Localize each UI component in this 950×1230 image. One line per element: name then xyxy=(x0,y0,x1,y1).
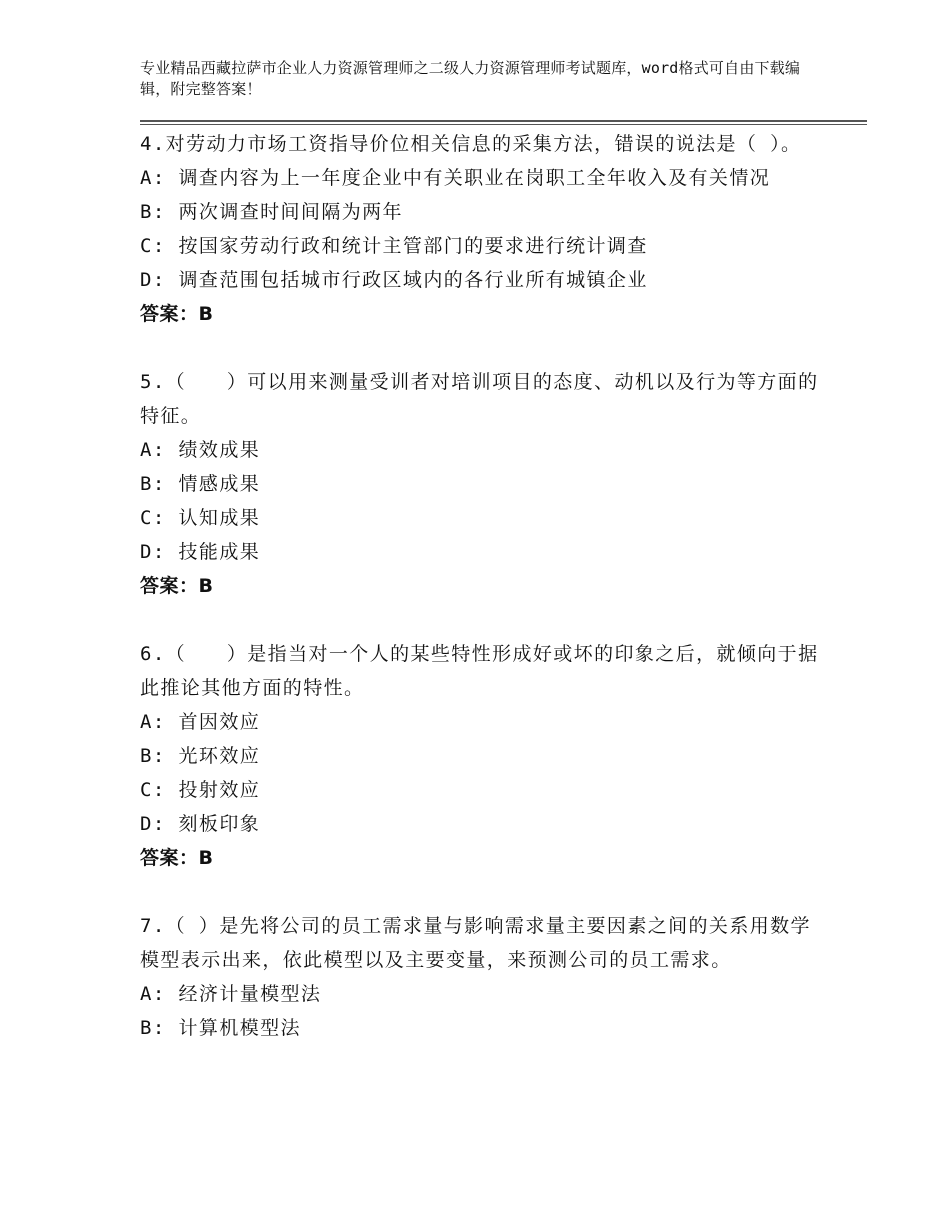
option-a: A: 调查内容为上一年度企业中有关职业在岗职工全年收入及有关情况 xyxy=(140,167,771,189)
question-spacer xyxy=(140,875,820,909)
question-stem: 5.（ ）可以用来测量受训者对培训项目的态度、动机以及行为等方面的特征。 xyxy=(140,371,819,427)
question-list xyxy=(140,127,820,1045)
option-d: D: 刻板印象 xyxy=(140,813,261,835)
option-d: D: 技能成果 xyxy=(140,541,261,563)
answer-label: 答案：B xyxy=(140,303,214,325)
option-b: B: 计算机模型法 xyxy=(140,1017,301,1039)
option-b: B: 两次调查时间间隔为两年 xyxy=(140,201,403,223)
answer-label: 答案：B xyxy=(140,847,214,869)
answer-label: 答案：B xyxy=(140,575,214,597)
question-7 xyxy=(140,909,820,1045)
question-spacer xyxy=(140,331,820,365)
option-a: A: 经济计量模型法 xyxy=(140,983,322,1005)
question-stem: 4.对劳动力市场工资指导价位相关信息的采集方法，错误的说法是（ ）。 xyxy=(140,133,802,155)
document-header: 专业精品西藏拉萨市企业人力资源管理师之二级人力资源管理师考试题库，word格式可自由下载编辑，附完整答案！ xyxy=(140,59,801,98)
question-spacer xyxy=(140,603,820,637)
option-b: B: 情感成果 xyxy=(140,473,261,495)
question-6 xyxy=(140,637,820,875)
option-d: D: 调查范围包括城市行政区域内的各行业所有城镇企业 xyxy=(140,269,648,291)
option-c: C: 投射效应 xyxy=(140,779,261,801)
question-stem: 6.（ ）是指当对一个人的某些特性形成好或坏的印象之后，就倾向于据此推论其他方面的特性。 xyxy=(140,643,819,699)
option-a: A: 绩效成果 xyxy=(140,439,261,461)
option-c: C: 认知成果 xyxy=(140,507,261,529)
option-c: C: 按国家劳动行政和统计主管部门的要求进行统计调查 xyxy=(140,235,648,257)
header-divider xyxy=(140,120,867,125)
question-stem: 7.（ ）是先将公司的员工需求量与影响需求量主要因素之间的关系用数学模型表示出来，依此模型以及主要变量，来预测公司的员工需求。 xyxy=(140,915,811,971)
question-5 xyxy=(140,365,820,603)
option-a: A: 首因效应 xyxy=(140,711,261,733)
option-b: B: 光环效应 xyxy=(140,745,261,767)
question-4 xyxy=(140,127,820,331)
